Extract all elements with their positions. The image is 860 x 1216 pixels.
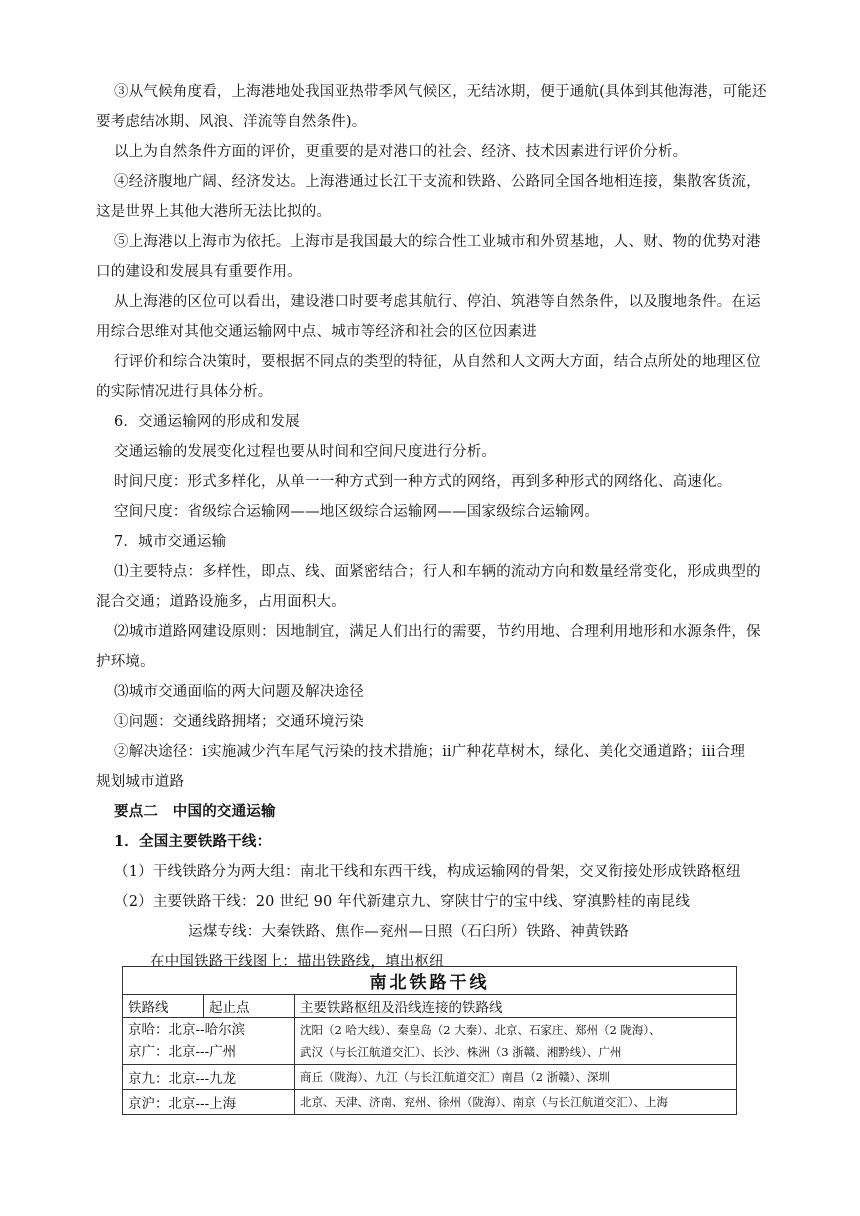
paragraph-features-line1: ⑴主要特点：多样性，即点、线、面紧密结合；行人和车辆的流动方向和数量经常变化，形成典型的: [114, 564, 761, 580]
heading-transport-network: 6．交通运输网的形成和发展: [114, 414, 300, 430]
table-row: [123, 1018, 737, 1065]
paragraph-decision-line2: 的实际情况进行具体分析。: [96, 384, 273, 400]
paragraph-features-line2: 混合交通；道路设施多，占用面积大。: [96, 594, 346, 610]
paragraph-problems-heading: ⑶城市交通面临的两大问题及解决途径: [114, 684, 364, 700]
paragraph-decision-line1: 行评价和综合决策时，要根据不同点的类型的特征，从自然和人文两大方面，结合点所处的地理区位: [114, 354, 761, 370]
hubs-jinghu: 北京、天津、济南、兖州、徐州（陇海）、南京（与长江航道交汇）、上海: [295, 1090, 737, 1115]
paragraph-solutions-line2: 规划城市道路: [96, 774, 185, 790]
row-hubs: [295, 1018, 737, 1065]
railway-line-jingguang: 京广：北京---广州: [128, 1044, 237, 1060]
hubs-jingjiu: 商丘（陇海）、九江（与长江航道交汇）南昌（2 浙赣）、深圳: [295, 1065, 737, 1090]
paragraph-location-line2: 用综合思维对其他交通运输网中点、城市等经济和社会的区位因素进: [96, 324, 537, 340]
paragraph-hinterland-line2: 这是世界上其他大港所无法比拟的。: [96, 204, 332, 220]
paragraph-hinterland-line1: ④经济腹地广阔、经济发达。上海港通过长江干支流和铁路、公路同全国各地相连接，集散客货流，: [114, 174, 761, 190]
hubs-line2: 武汉（与长江航道交汇）、长沙、株洲（3 浙赣、湘黔线）、广州: [300, 1045, 622, 1059]
paragraph-shanghai-city-line2: 口的建设和发展具有重要作用。: [96, 264, 302, 280]
paragraph-road-principles-line2: 护环境。: [96, 654, 155, 670]
paragraph-road-principles-line1: ⑵城市道路网建设原则：因地制宜，满足人们出行的需要，节约用地、合理利用地形和水源条件，保: [114, 624, 761, 640]
table-row: [123, 1090, 737, 1115]
paragraph-solutions-line1: ②解决途径：ⅰ实施减少汽车尾气污染的技术措施；ⅱ广种花草树木，绿化、美化交通道路；ⅲ合理: [114, 744, 746, 760]
paragraph-main-lines: （2）主要铁路干线：20 世纪 90 年代新建京九、穿陕甘宁的宝中线、穿滇黔桂的南昆线: [114, 894, 691, 910]
table-title: 南北铁路干线: [123, 967, 737, 995]
paragraph-location-line1: 从上海港的区位可以看出，建设港口时要考虑其航行、停泊、筑港等自然条件，以及腹地条件。在运: [114, 294, 761, 310]
paragraph-shanghai-city-line1: ⑤上海港以上海市为依托。上海市是我国最大的综合性工业城市和外贸基地，人、财、物的优势对港: [114, 234, 761, 250]
paragraph-evaluation: 以上为自然条件方面的评价，更重要的是对港口的社会、经济、技术因素进行评价分析。: [114, 144, 688, 160]
header-hubs: 主要铁路枢纽及沿线连接的铁路线: [295, 995, 737, 1018]
header-railway-line: 铁路线: [123, 995, 204, 1018]
paragraph-coal-lines: 运煤专线：大秦铁路、焦作—兖州—日照（石臼所）铁路、神黄铁路: [188, 924, 629, 940]
paragraph-space-scale: 空间尺度：省级综合运输网——地区级综合运输网——国家级综合运输网。: [114, 504, 600, 520]
paragraph-climate-line1: ③从气候角度看，上海港地处我国亚热带季风气候区，无结冰期，便于通航(具体到其他海港，可能还: [114, 84, 767, 100]
header-endpoints: 起止点: [204, 995, 295, 1018]
heading-urban-transport: 7．城市交通运输: [114, 534, 227, 550]
paragraph-problems: ①问题：交通线路拥堵；交通环境污染: [114, 714, 364, 730]
railway-line-jingha: 京哈：北京--哈尔滨: [128, 1022, 246, 1038]
paragraph-map-task: 在中国铁路干线图上：描出铁路线，填出枢纽: [150, 954, 444, 970]
railway-table: [122, 966, 737, 1115]
table-row: [123, 1065, 737, 1090]
railway-section-heading: 1．全国主要铁路干线：: [114, 833, 272, 850]
paragraph-network-scale: 交通运输的发展变化过程也要从时间和空间尺度进行分析。: [114, 444, 497, 460]
key-point-heading: 要点二 中国的交通运输: [114, 803, 276, 820]
railway-line-jingjiu: 京九：北京---九龙: [123, 1065, 295, 1090]
table-header-row: [123, 995, 737, 1018]
paragraph-time-scale: 时间尺度：形式多样化，从单一一种方式到一种方式的网络，再到多种形式的网络化、高速化。: [114, 474, 732, 490]
row-railway-line: [123, 1018, 295, 1065]
paragraph-trunk-groups: （1）干线铁路分为两大组：南北干线和东西干线，构成运输网的骨架，交叉衔接处形成铁路枢纽: [114, 864, 741, 880]
paragraph-climate-line2: 要考虑结冰期、风浪、洋流等自然条件)。: [96, 114, 367, 130]
railway-line-jinghu: 京沪：北京---上海: [123, 1090, 295, 1115]
hubs-line1: 沈阳（2 哈大线）、秦皇岛（2 大秦）、北京、石家庄、郑州（2 陇海）、: [300, 1023, 661, 1037]
